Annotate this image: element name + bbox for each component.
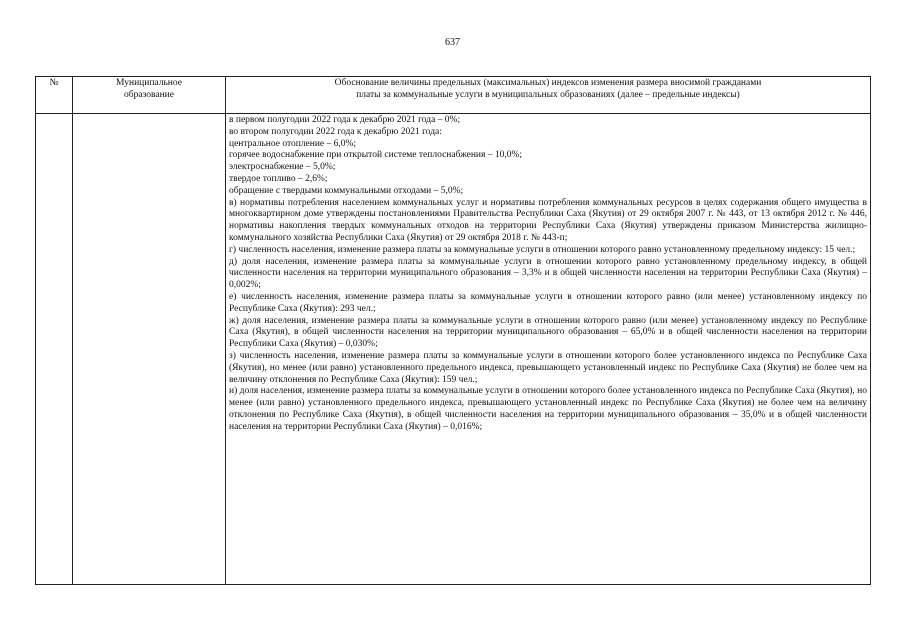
- header-justification-cell: [226, 77, 871, 114]
- paragraph: в) нормативы потребления населением коммунальных услуг и нормативы потребления коммунальных ресурсов в целях содержания общего имущества в многоквартирном доме утверждены постановлениями Правительства Республики Саха (Якутия) от 29 октября 2007 г. № 443, от 13 октября 2012 г. № 446, нормативы накопления твердых коммунальных отходов на территории Республики Саха (Якутия) утверждены приказом Министерства жилищно-коммунального хозяйства Республики Саха (Якутия) от 29 октября 2018 г. № 443-п;: [229, 197, 867, 243]
- paragraph: электроснабжение – 5,0%;: [229, 162, 336, 173]
- justification-table: [35, 76, 871, 585]
- header-justification-line1: Обоснование величины предельных (максимальных) индексов изменения размера вносимой гражданами: [334, 78, 762, 88]
- paragraph: д) доля населения, изменение размера платы за коммунальные услуги в отношении которого равно установленному предельному индексу, в общей численности населения на территории муниципального образования – 3,3% и в общей численности населения на территории Республики Саха (Якутия) – 0,002%;: [229, 256, 867, 291]
- paragraph: и) доля населения, изменение размера платы за коммунальные услуги в отношении которого более установленного индекса по Республике Саха (Якутия), но менее (или равно) установленного предельного индекса, превышающего установленный индекс по Республике Саха (Якутия) не более чем на величину отклонения по Республике Саха (Якутия), в общей численности населения на территории муниципального образования – 35,0% и в общей численности населения на территории Республики Саха (Якутия) – 0,016%;: [229, 386, 867, 432]
- paragraph: во втором полугодии 2022 года к декабрю 2021 года:: [229, 126, 442, 137]
- header-number: №: [49, 78, 59, 88]
- paragraph: твердое топливо – 2,6%;: [229, 173, 328, 184]
- header-municipality-cell: [73, 77, 226, 114]
- table-header-row: [36, 77, 871, 114]
- header-justification-line2: платы за коммунальные услуги в муниципальных образованиях (далее – предельные индексы): [356, 90, 740, 100]
- paragraph: з) численность населения, изменение размера платы за коммунальные услуги в отношении которого более установленного индекса по Республике Саха (Якутия), но менее (или равно) установленного предельного индекса, превышающего установленный индекс по Республике Саха (Якутия) не более чем на величину отклонения по Республике Саха (Якутия): 159 чел.;: [229, 350, 867, 385]
- row-municipality-cell: [73, 114, 226, 585]
- table-row: [36, 114, 871, 585]
- header-municipality-line1: Муниципальное: [116, 78, 182, 88]
- row-justification-cell: [226, 114, 871, 585]
- paragraph: ж) доля населения, изменение размера платы за коммунальные услуги в отношении которого равно (или менее) установленному индексу по Республике Саха (Якутия), в общей численности населения на территории муниципального образования – 65,0% и в общей численности населения на территории Республики Саха (Якутия) – 0,030%;: [229, 315, 867, 350]
- paragraph: обращение с твердыми коммунальными отходами – 5,0%;: [229, 185, 464, 196]
- header-municipality-line2: образование: [124, 90, 174, 100]
- paragraph: в первом полугодии 2022 года к декабрю 2021 года – 0%;: [229, 115, 461, 125]
- paragraph: центральное отопление – 6,0%;: [229, 138, 357, 149]
- header-number-cell: [36, 77, 73, 114]
- paragraph: горячее водоснабжение при открытой системе теплоснабжения – 10,0%;: [229, 150, 523, 161]
- justification-text: [226, 114, 870, 434]
- page-number: 637: [445, 37, 460, 48]
- paragraph: г) численность населения, изменение размера платы за коммунальные услуги в отношении которого равно установленному предельному индексу: 15 чел.;: [229, 244, 856, 255]
- paragraph: е) численность населения, изменение размера платы за коммунальные услуги в отношении которого равно (или менее) установленному индексу по Республике Саха (Якутия): 293 чел.;: [229, 291, 867, 314]
- row-number-cell: [36, 114, 73, 585]
